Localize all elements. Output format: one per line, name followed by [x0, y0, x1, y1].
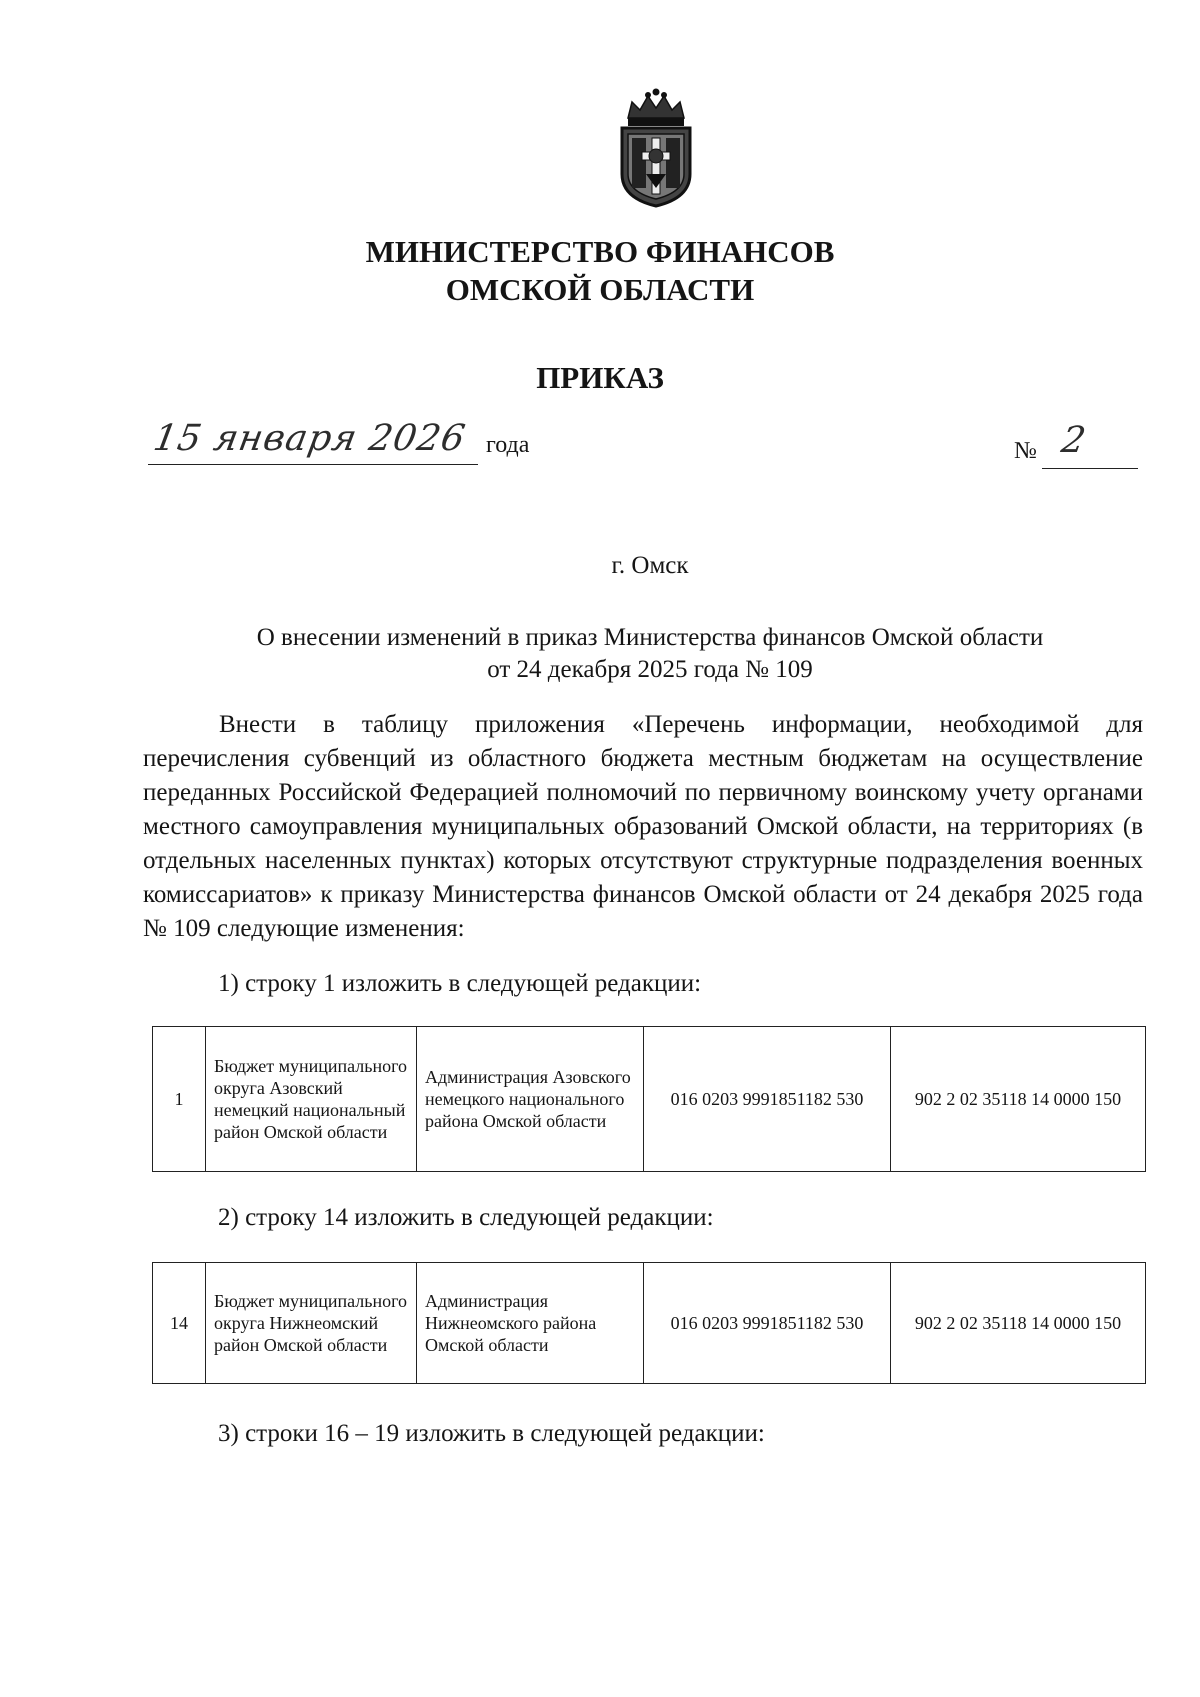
omsk-coat-of-arms-icon: [614, 88, 698, 208]
ministry-title-line1: МИНИСТЕРСТВО ФИНАНСОВ: [365, 234, 835, 269]
table-row-1-edit: [152, 1026, 1146, 1172]
ministry-title-line2: ОМСКОЙ ОБЛАСТИ: [445, 272, 755, 307]
city: г. Омск: [611, 552, 689, 579]
cell-revenue-code: 902 2 02 35118 14 0000 150: [891, 1263, 1146, 1384]
table-row: [153, 1263, 1146, 1384]
cell-row-number: 1: [153, 1027, 206, 1172]
handwritten-date: 15 января 2026: [150, 418, 469, 459]
body-paragraph: Внести в таблицу приложения «Перечень информации, необходимой для перечисления субвенций из областного бюджета местным бюджетам на осуществление переданных Российской Федерацией полномочий по первичному воинскому учету органами местного самоуправления муниципальных образований Омской области, на территориях (в отдельных населенных пунктах) которых отсутствуют структурные подразделения военных комиссариатов» к приказу Министерства финансов Омской области от 24 декабря 2025 года № 109 следующие изменения:: [143, 711, 1143, 942]
handwritten-number: 2: [1058, 420, 1090, 461]
cell-administrator: Администрация Азовского немецкого национального района Омской области: [417, 1027, 644, 1172]
cell-budget: Бюджет муниципального округа Азовский немецкий национальный район Омской области: [206, 1027, 417, 1172]
date-suffix: года: [486, 432, 530, 458]
table-row: [153, 1027, 1146, 1172]
change-item-2: 2) строку 14 изложить в следующей редакции:: [218, 1204, 714, 1231]
subject-line2: от 24 декабря 2025 года № 109: [487, 656, 813, 683]
cell-row-number: 14: [153, 1263, 206, 1384]
cell-budget: Бюджет муниципального округа Нижнеомский район Омской области: [206, 1263, 417, 1384]
cell-expense-code: 016 0203 9991851182 530: [644, 1027, 891, 1172]
number-field: [1042, 420, 1138, 469]
subject-line1: О внесении изменений в приказ Министерства финансов Омской области: [256, 624, 1044, 651]
cell-revenue-code: 902 2 02 35118 14 0000 150: [891, 1027, 1146, 1172]
cell-administrator: Администрация Нижнеомского района Омской области: [417, 1263, 644, 1384]
number-sign: №: [1014, 438, 1037, 464]
change-item-1: 1) строку 1 изложить в следующей редакции:: [218, 970, 702, 997]
change-item-3: 3) строки 16 – 19 изложить в следующей редакции:: [218, 1420, 765, 1447]
cell-expense-code: 016 0203 9991851182 530: [644, 1263, 891, 1384]
date-field: [148, 418, 478, 465]
document-subject: [140, 622, 1160, 686]
document-type: ПРИКАЗ: [536, 360, 664, 395]
table-row-14-edit: [152, 1262, 1146, 1384]
